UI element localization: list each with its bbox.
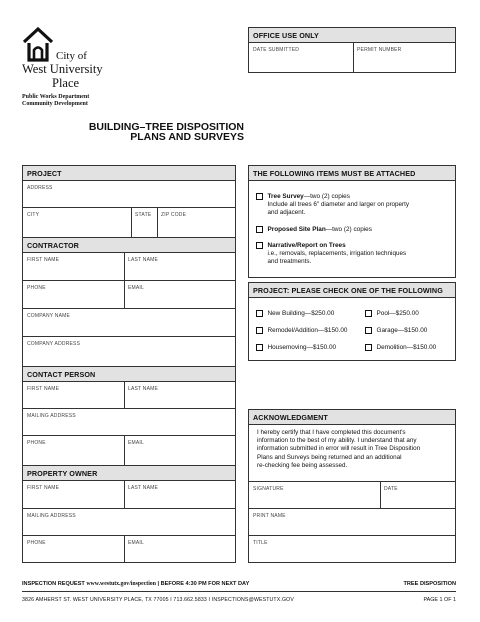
address-line: 3826 AMHERST ST. WEST UNIVERSITY PLACE, TX 77005 I 713.662.5833 I INSPECTIONS@WESTUTX.GOV bbox=[22, 597, 294, 603]
office-use-section bbox=[248, 27, 456, 73]
owner-last-name-field[interactable]: LAST NAME bbox=[128, 485, 159, 491]
inspection-note: | BEFORE 4:30 PM FOR NEXT DAY bbox=[157, 581, 250, 587]
page-number: PAGE 1 OF 1 bbox=[423, 597, 456, 603]
contact-phone-field[interactable]: PHONE bbox=[27, 440, 46, 446]
housemoving-option[interactable] bbox=[256, 344, 336, 352]
ack-line: information submitted in error will result in Tree Disposition bbox=[257, 445, 421, 453]
company-address-field[interactable]: COMPANY ADDRESS bbox=[27, 341, 81, 347]
narrative-desc1: i.e., removals, replacements, irrigation techniques bbox=[267, 250, 407, 257]
narrative-checkbox[interactable] bbox=[256, 242, 263, 249]
ack-line: I hereby certify that I have completed this document's bbox=[257, 429, 406, 436]
acknowledgment-text bbox=[257, 429, 455, 470]
acknowledgment-section bbox=[248, 409, 456, 563]
new-building-option[interactable] bbox=[256, 310, 334, 318]
remodel-option[interactable] bbox=[256, 327, 347, 335]
project-type-section bbox=[248, 282, 456, 361]
attached-items-section bbox=[248, 165, 456, 278]
inspection-label: INSPECTION REQUEST bbox=[22, 581, 85, 587]
new-building-checkbox[interactable] bbox=[256, 310, 263, 317]
logo-line1: City of bbox=[56, 50, 87, 62]
contact-mailing-address-field[interactable]: MAILING ADDRESS bbox=[27, 413, 76, 419]
narrative-item[interactable] bbox=[256, 242, 452, 266]
housemoving-checkbox[interactable] bbox=[256, 344, 263, 351]
title-field[interactable]: TITLE bbox=[253, 540, 268, 546]
narrative-title: Narrative/Report on Trees bbox=[267, 242, 346, 249]
logo-line3: Place bbox=[52, 76, 80, 90]
tree-survey-desc2: and adjacent. bbox=[267, 209, 306, 216]
acknowledgment-header: ACKNOWLEDGMENT bbox=[249, 410, 455, 425]
date-field[interactable]: DATE bbox=[384, 486, 398, 492]
title-line1: BUILDING–TREE DISPOSITION bbox=[88, 121, 244, 133]
pool-option[interactable] bbox=[365, 310, 419, 318]
contact-last-name-field[interactable]: LAST NAME bbox=[128, 386, 159, 392]
contractor-email-field[interactable]: EMAIL bbox=[128, 285, 145, 291]
contractor-header: CONTRACTOR bbox=[23, 238, 235, 253]
project-type-header: PROJECT: PLEASE CHECK ONE OF THE FOLLOWING bbox=[249, 283, 455, 298]
attached-items-header: THE FOLLOWING ITEMS MUST BE ATTACHED bbox=[249, 166, 455, 181]
company-name-field[interactable]: COMPANY NAME bbox=[27, 313, 71, 319]
remodel-label: Remodel/Addition—$150.00 bbox=[267, 327, 348, 334]
garage-label: Garage—$150.00 bbox=[376, 327, 428, 334]
remodel-checkbox[interactable] bbox=[256, 327, 263, 334]
zip-field[interactable]: ZIP CODE bbox=[161, 212, 187, 218]
ack-line: information to the best of my ability. I understand that any bbox=[257, 437, 417, 445]
city-logo bbox=[22, 26, 117, 92]
permit-number-field[interactable]: PERMIT NUMBER bbox=[357, 47, 402, 53]
site-plan-suffix: —two (2) copies bbox=[325, 226, 372, 233]
owner-first-name-field[interactable]: FIRST NAME bbox=[27, 485, 60, 491]
dept-line2: Community Development bbox=[22, 101, 88, 107]
contact-person-header: CONTACT PERSON bbox=[23, 367, 235, 382]
date-submitted-field[interactable]: DATE SUBMITTED bbox=[253, 47, 300, 53]
site-plan-title: Proposed Site Plan bbox=[267, 226, 326, 233]
demolition-option[interactable] bbox=[365, 344, 436, 352]
property-owner-header: PROPERTY OWNER bbox=[23, 466, 235, 481]
tree-survey-desc1: Include all trees 6" diameter and larger on property bbox=[267, 201, 410, 208]
logo-line2: West University bbox=[22, 62, 103, 76]
tree-survey-item[interactable] bbox=[256, 193, 452, 217]
tree-survey-suffix: —two (2) copies bbox=[303, 193, 350, 200]
ack-line: Plans and Surveys being returned and an additional bbox=[257, 453, 402, 461]
ack-line: re-checking fee being assessed. bbox=[257, 461, 348, 469]
form-name: TREE DISPOSITION bbox=[403, 581, 456, 587]
city-field[interactable]: CITY bbox=[27, 212, 40, 218]
narrative-desc2: and treatments. bbox=[267, 258, 312, 265]
footer-divider bbox=[22, 591, 456, 592]
pool-checkbox[interactable] bbox=[365, 310, 372, 317]
garage-option[interactable] bbox=[365, 327, 427, 335]
inspection-request bbox=[22, 581, 249, 587]
demolition-label: Demolition—$150.00 bbox=[376, 344, 437, 351]
address-field[interactable]: ADDRESS bbox=[27, 185, 53, 191]
owner-mailing-address-field[interactable]: MAILING ADDRESS bbox=[27, 513, 76, 519]
pool-label: Pool—$250.00 bbox=[376, 310, 419, 317]
site-plan-checkbox[interactable] bbox=[256, 226, 263, 233]
contractor-phone-field[interactable]: PHONE bbox=[27, 285, 46, 291]
contractor-last-name-field[interactable]: LAST NAME bbox=[128, 257, 159, 263]
house-logo-icon bbox=[22, 26, 56, 62]
garage-checkbox[interactable] bbox=[365, 327, 372, 334]
title-line2: PLANS AND SURVEYS bbox=[130, 131, 244, 143]
print-name-field[interactable]: PRINT NAME bbox=[253, 513, 286, 519]
contact-first-name-field[interactable]: FIRST NAME bbox=[27, 386, 60, 392]
contact-email-field[interactable]: EMAIL bbox=[128, 440, 145, 446]
inspection-url-link[interactable]: www.westutx.gov/inspection bbox=[86, 581, 156, 587]
site-plan-item[interactable] bbox=[256, 226, 452, 234]
dept-line1: Public Works Department bbox=[22, 94, 90, 100]
tree-survey-title: Tree Survey bbox=[267, 193, 304, 200]
housemoving-label: Housemoving—$150.00 bbox=[267, 344, 337, 351]
left-form-column bbox=[22, 165, 236, 563]
office-use-header: OFFICE USE ONLY bbox=[249, 28, 455, 43]
signature-field[interactable]: SIGNATURE bbox=[253, 486, 284, 492]
contractor-first-name-field[interactable]: FIRST NAME bbox=[27, 257, 60, 263]
project-header: PROJECT bbox=[23, 166, 235, 181]
owner-email-field[interactable]: EMAIL bbox=[128, 540, 145, 546]
state-field[interactable]: STATE bbox=[135, 212, 152, 218]
new-building-label: New Building—$250.00 bbox=[267, 310, 335, 317]
tree-survey-checkbox[interactable] bbox=[256, 193, 263, 200]
owner-phone-field[interactable]: PHONE bbox=[27, 540, 46, 546]
demolition-checkbox[interactable] bbox=[365, 344, 372, 351]
